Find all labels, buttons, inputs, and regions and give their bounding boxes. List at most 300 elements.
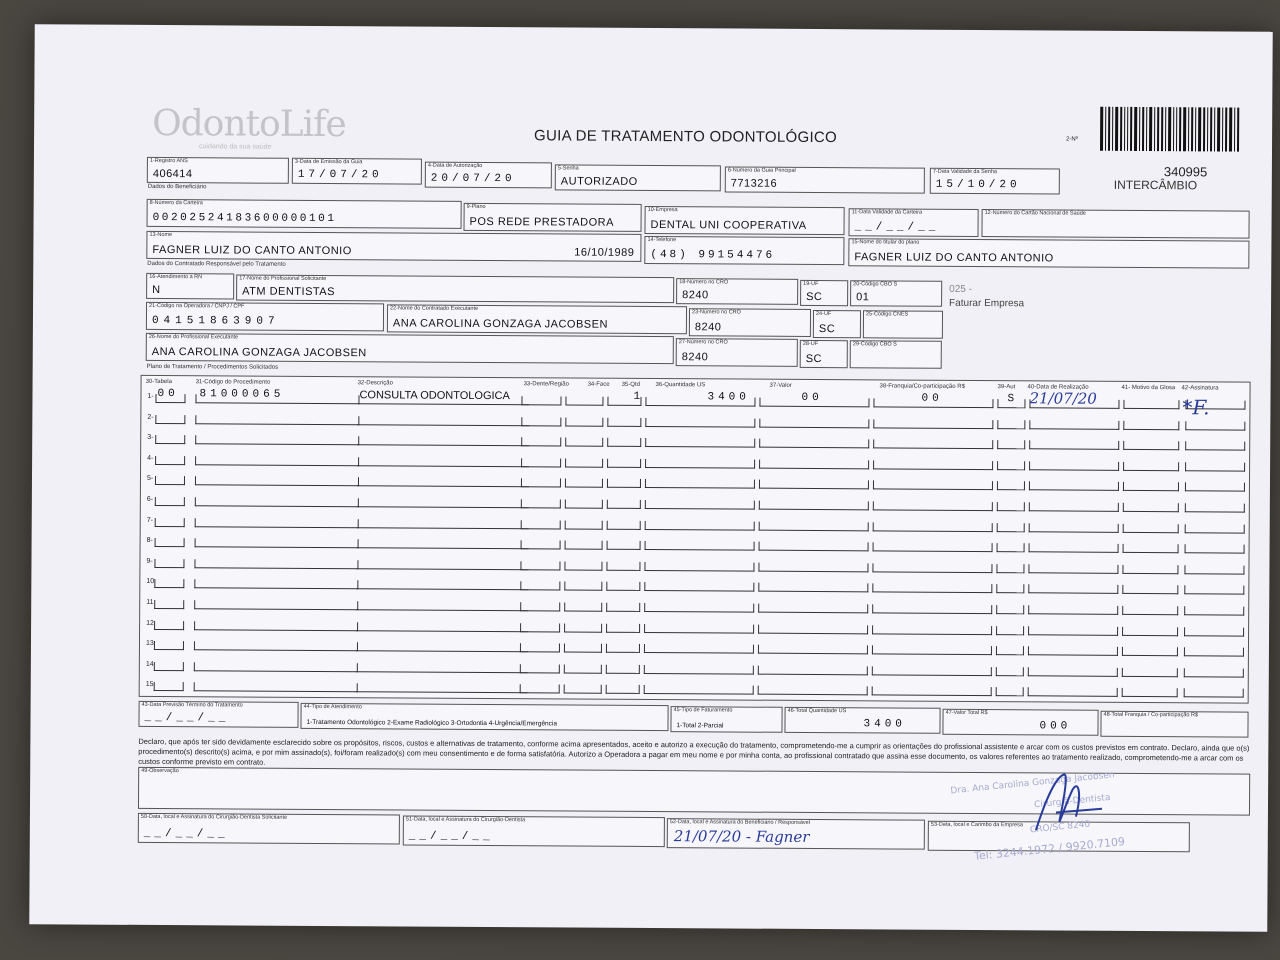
- cell-tabela: 00: [157, 387, 179, 401]
- cell-box: [154, 600, 184, 609]
- cell-box: [1123, 420, 1179, 429]
- cell-box: [645, 438, 755, 448]
- intercambio-label: INTERCÂMBIO: [1113, 177, 1198, 193]
- cell-box: [1185, 503, 1245, 512]
- barcode-bar: [1157, 107, 1159, 151]
- cell-box: [194, 580, 358, 590]
- hdr-valor: 37-Valor: [769, 382, 792, 389]
- barcode-bar: [1120, 107, 1122, 151]
- cell-box: [195, 538, 359, 548]
- cell-box: [1185, 524, 1245, 533]
- cell-box: [873, 419, 993, 429]
- cell-box: [1122, 606, 1178, 615]
- field-assinatura-dentista: 51-Data, local e Assinatura do Cirurgião-Dentista __/__/__: [403, 815, 665, 847]
- cell-box: [195, 415, 359, 425]
- row-number: 8-: [146, 537, 153, 545]
- cell-box: [644, 685, 754, 695]
- cell-box: [521, 499, 561, 508]
- row-number: 12: [146, 619, 154, 627]
- cell-box: [758, 604, 868, 614]
- field-carimbo-empresa: 53-Data, local e Carimbo da Empresa: [928, 821, 1190, 853]
- cell-box: [194, 600, 358, 610]
- cell-box: [1028, 626, 1118, 636]
- cell-box: [154, 682, 184, 691]
- description-line: [356, 642, 528, 652]
- cell-box: [1122, 565, 1178, 574]
- cell-box: [195, 477, 359, 487]
- cell-box: [606, 582, 640, 591]
- field-telefone: 14-Telefone (48) 99154476: [644, 236, 844, 265]
- row-number: 2-: [147, 413, 154, 421]
- cell-box: [607, 520, 641, 529]
- cell-box: [873, 481, 993, 491]
- cell-box: [872, 646, 992, 656]
- cell-box: [759, 542, 869, 552]
- cell-box: [996, 605, 1024, 614]
- form-title: GUIA DE TRATAMENTO ODONTOLÓGICO: [534, 127, 838, 147]
- field-plano: 9-Plano POS REDE PRESTADORA: [464, 203, 642, 232]
- hdr-glosa: 41- Motivo da Glosa: [1121, 384, 1176, 392]
- cell-descricao: CONSULTA ODONTOLOGICA: [359, 389, 510, 403]
- dentist-signature-icon: [1016, 768, 1106, 839]
- cell-box: [1184, 647, 1244, 656]
- cell-box: [758, 665, 868, 675]
- cell-box: [1028, 667, 1118, 677]
- cell-box: [996, 646, 1024, 655]
- stamp-cro: CRO/SC 8240: [1029, 819, 1091, 836]
- cell-box: [194, 683, 358, 693]
- barcode-bar: [1183, 107, 1186, 151]
- cell-box: [607, 541, 641, 550]
- cell-box: [154, 559, 184, 568]
- cell-box: [565, 417, 603, 426]
- cell-box: [1185, 441, 1245, 450]
- cell-box: [521, 540, 561, 549]
- cell-box: [154, 662, 184, 671]
- row-number: 6-: [146, 495, 154, 503]
- cell-box: [521, 479, 561, 488]
- cell-box: [1028, 605, 1118, 615]
- field-total-franquia: 48-Total Franquia / Co-participação R$: [1100, 711, 1248, 738]
- cell-box: [758, 686, 868, 696]
- barcode-bar: [1210, 107, 1212, 151]
- cell-box: [1123, 544, 1179, 553]
- cell-box: [873, 543, 993, 553]
- cell-box: [564, 685, 602, 694]
- cell-box: [606, 665, 640, 674]
- cell-box: [1029, 502, 1119, 512]
- cell-box: [521, 396, 561, 405]
- description-line: [357, 498, 529, 508]
- note-025: 025 -: [949, 283, 972, 295]
- barcode-bar: [1198, 107, 1201, 151]
- description-line: [357, 478, 529, 488]
- row-number: 14: [145, 660, 154, 668]
- cell-box: [997, 543, 1025, 552]
- barcode-bar: [1127, 107, 1128, 151]
- field-cnes: 25-Código CNES: [863, 310, 943, 338]
- cell-qtd: 1: [633, 390, 645, 403]
- cell-box: [1028, 585, 1118, 595]
- cell-box: [1122, 668, 1178, 677]
- cell-box: [521, 417, 561, 426]
- cell-box: [1123, 482, 1179, 491]
- cell-box: [195, 497, 359, 507]
- field-data-autorizacao: 4-Data de Autorização 20/07/20: [425, 162, 552, 189]
- barcode-bar: [1134, 107, 1137, 151]
- hdr-face: 34-Face: [587, 381, 610, 388]
- hdr-assinatura: 42-Assinatura: [1181, 385, 1219, 392]
- cell-box: [997, 461, 1025, 470]
- field-cro-profissional: 27-Número no CRO 8240: [676, 338, 798, 367]
- cell-box: [520, 602, 560, 611]
- description-line: [356, 601, 528, 611]
- cell-box: [520, 664, 560, 673]
- barcode-bar: [1105, 107, 1106, 151]
- row-number: 10: [146, 578, 155, 586]
- cell-box: [1123, 523, 1179, 532]
- barcode-bar: [1225, 108, 1227, 152]
- barcode-bar: [1214, 107, 1215, 151]
- barcode-bar: [1161, 107, 1163, 151]
- cell-box: [521, 437, 561, 446]
- field-registro-ans: 1-Registro ANS 406414: [147, 157, 289, 184]
- cell-box: [644, 582, 754, 592]
- cell-box: [1184, 606, 1244, 615]
- guide-form: [29, 24, 1272, 932]
- cell-box: [996, 626, 1024, 635]
- beneficiary-signature: 21/07/20 - Fagner: [673, 827, 810, 846]
- cell-box: [606, 685, 640, 694]
- cell-box: [996, 564, 1024, 573]
- barcode-bar: [1146, 107, 1147, 151]
- cell-box: [645, 521, 755, 531]
- cell-box: [997, 502, 1025, 511]
- cell-box: [758, 562, 868, 572]
- cell-box: [645, 500, 755, 510]
- cell-aut: S: [1007, 393, 1019, 406]
- cell-box: [1123, 441, 1179, 450]
- cell-box: [872, 687, 992, 697]
- barcode-bar: [1234, 108, 1235, 152]
- row-number: 4-: [147, 454, 154, 462]
- barcode-bar: [1179, 107, 1181, 151]
- barcode-bar: [1154, 107, 1155, 151]
- cell-box: [644, 624, 754, 634]
- row-number: 5-: [146, 475, 154, 483]
- cell-box: [565, 438, 603, 447]
- hdr-codigo: 31-Código do Procedimento: [195, 379, 271, 386]
- cell-box: [520, 561, 560, 570]
- cell-box: [1029, 440, 1119, 450]
- hdr-qtd: 35-Qtd: [621, 381, 640, 388]
- hdr-dente: 33-Dente/Região: [523, 381, 569, 388]
- cell-box: [194, 621, 358, 631]
- row-number: 15: [145, 681, 154, 689]
- cell-box: [521, 520, 561, 529]
- field-data-emissao: 3-Data de Emissão da Guia 17/07/20: [292, 158, 422, 185]
- cell-box: [155, 435, 185, 444]
- description-line: [357, 539, 529, 549]
- cell-box: [758, 624, 868, 634]
- field-uf-profissional: 28-UF SC: [800, 340, 848, 368]
- cell-qtd-us: 3400: [707, 391, 750, 404]
- cell-box: [997, 440, 1025, 449]
- cell-box: [564, 582, 602, 591]
- cell-box: [155, 476, 185, 485]
- field-uf-executante: 24-UF SC: [813, 310, 861, 338]
- description-line: [357, 416, 529, 426]
- cell-box: [565, 541, 603, 550]
- description-line: [356, 560, 528, 570]
- field-empresa: 10-Empresa DENTAL UNI COOPERATIVA: [644, 206, 844, 235]
- row-signature-annotation: *F.: [1182, 395, 1210, 420]
- field-cbo-solicitante: 20-Código CBO S 01: [850, 280, 942, 307]
- odontolife-logo: OdontoLife: [152, 102, 346, 146]
- barcode-bar: [1115, 107, 1118, 151]
- barcode-bar: [1124, 107, 1125, 151]
- cell-box: [607, 479, 641, 488]
- cell-box: [606, 623, 640, 632]
- cell-box: [195, 518, 359, 528]
- barcode-bar: [1237, 108, 1239, 152]
- cell-box: [520, 685, 560, 694]
- cell-box: [520, 643, 560, 652]
- cell-box: [759, 418, 869, 428]
- cell-box: [520, 623, 560, 632]
- cell-box: [645, 459, 755, 469]
- cell-box: [1185, 544, 1245, 553]
- barcode-bar: [1217, 107, 1220, 151]
- cell-box: [565, 396, 603, 405]
- barcode-bar: [1176, 107, 1177, 151]
- row-number: 3-: [147, 434, 154, 442]
- field-guia-principal: 6-Número da Guia Principal 7713216: [725, 166, 925, 193]
- cell-box: [1122, 585, 1178, 594]
- field-senha: 5-Senha AUTORIZADO: [555, 164, 721, 191]
- barcode-bar: [1229, 108, 1232, 152]
- barcode-bar: [1191, 107, 1193, 151]
- cell-box: [1123, 400, 1179, 409]
- description-line: [356, 581, 528, 591]
- cell-codigo: 81000065: [199, 388, 285, 401]
- hdr-aut: 39-Aut: [997, 384, 1016, 391]
- cell-box: [155, 456, 185, 465]
- field-codigo-operadora: 21-Código na Operadora / CNPJ / CPF 04151863907: [146, 302, 384, 331]
- cell-box: [1184, 627, 1244, 636]
- field-cbo-profissional: 29-Código CBO S: [850, 340, 942, 369]
- cell-box: [155, 497, 185, 506]
- barcode-bar: [1108, 107, 1110, 151]
- cell-box: [607, 459, 641, 468]
- cell-box: [873, 440, 993, 450]
- field-atendimento-rn: 16-Atendimento a RN N: [146, 273, 234, 300]
- barcode-bar: [1168, 107, 1171, 151]
- hdr-data: 40-Data de Realização: [1027, 384, 1089, 391]
- cell-box: [1122, 626, 1178, 635]
- description-line: [356, 663, 528, 673]
- cell-box: [564, 561, 602, 570]
- cell-box: [195, 435, 359, 445]
- cell-box: [645, 418, 755, 428]
- row-number: 9-: [146, 557, 153, 565]
- field-tipo-faturamento: 45-Tipo de Faturamento 1-Total 2-Parcial: [670, 706, 782, 733]
- cell-box: [1122, 647, 1178, 656]
- hdr-descricao: 32-Descrição: [357, 380, 393, 387]
- field-carteira: 8-Número da Carteira 00202524183600000101: [147, 199, 462, 229]
- cell-box: [1185, 421, 1245, 430]
- field-valor-total: 47-Valor Total R$ 000: [942, 709, 1098, 736]
- cell-box: [873, 460, 993, 470]
- barcode-bar: [1188, 107, 1189, 151]
- cell-box: [645, 479, 755, 489]
- stamp-name: Dra. Ana Carolina Gonzaga Jacobsen: [950, 770, 1116, 797]
- cell-box: [872, 584, 992, 594]
- barcode-bar: [1139, 107, 1140, 151]
- cell-box: [759, 439, 869, 449]
- field-validade-senha: 7-Data Validade da Senha 15/10/20: [930, 168, 1060, 195]
- cell-box: [996, 688, 1024, 697]
- field-profissional-solicitante: 17-Nome do Profissional Solicitante ATM DENTISTAS: [236, 274, 674, 303]
- barcode-bar: [1165, 107, 1166, 151]
- cell-box: [521, 458, 561, 467]
- cell-box: [873, 501, 993, 511]
- hdr-qtd-us: 36-Quantidade US: [655, 382, 706, 389]
- cell-box: [759, 480, 869, 490]
- cell-box: [644, 562, 754, 572]
- cell-box: [155, 415, 185, 424]
- field-previsao-termino: 43-Data Previsão Término do Tratamento __/__/__: [138, 701, 298, 728]
- field-cro-executante: 23-Número no CRO 8240: [689, 308, 811, 337]
- cell-valor: 00: [801, 391, 823, 405]
- cell-box: [565, 458, 603, 467]
- barcode-bar: [1203, 107, 1205, 151]
- cell-box: [564, 602, 602, 611]
- cell-box: [194, 641, 358, 651]
- cell-box: [606, 562, 640, 571]
- description-line: [356, 622, 528, 632]
- field-cro-solicitante: 18-Número no CRO 8240: [676, 278, 798, 305]
- cell-box: [996, 667, 1024, 676]
- cell-box: [997, 420, 1025, 429]
- field-uf-solicitante: 19-UF SC: [800, 280, 848, 306]
- cell-box: [1122, 688, 1178, 697]
- cell-box: [1029, 420, 1119, 430]
- number-label: 2-Nº: [1066, 136, 1078, 143]
- cell-box: [644, 644, 754, 654]
- cell-box: [872, 563, 992, 573]
- cell-box: [1029, 461, 1119, 471]
- barcode-bar: [1149, 107, 1152, 151]
- cell-box: [759, 459, 869, 469]
- cell-box: [154, 579, 184, 588]
- cell-box: [759, 501, 869, 511]
- logo-tagline: cuidando da sua saúde: [198, 143, 272, 151]
- cell-box: [564, 623, 602, 632]
- description-line: [357, 457, 529, 467]
- note-faturar-empresa: Faturar Empresa: [949, 297, 1025, 310]
- cell-box: [564, 644, 602, 653]
- field-assinatura-solicitante: 50-Data, local e Assinatura do Cirurgião-Dentista Solicitante __/__/__: [138, 813, 400, 845]
- field-total-qtd-us: 46-Total Quantidade US 3400: [784, 707, 940, 734]
- cell-box: [1184, 586, 1244, 595]
- cell-box: [1029, 543, 1119, 553]
- cell-box: [872, 604, 992, 614]
- row-number: 11: [146, 598, 154, 606]
- field-contratado-executante: 22-Nome do Contratado Executante ANA CAROLINA GONZAGA JACOBSEN: [387, 304, 687, 334]
- barcode-bar: [1195, 107, 1196, 151]
- cell-box: [606, 603, 640, 612]
- declaration-text: Declaro, que após ter sido devidamente esclarecido sobre os propósitos, riscos, custos e alternativas de tratamento, conforme acima apresentados, aceito e autorizo a execução do tratamento, comprometendo-me a cumprir as orientações do profissional assistente e arcar com os custos previstos em contrato. Declaro, ainda que o(s) procedimento(s) descrito(s) acima, e por mim assinado(s), foi/foram realizado(s) com meu consentimento e de forma satisfatória. Autorizo a Operadora a pagar em meu nome e por minha conta, ao profissional contratado que assina esse documento, os valores referentes ao tratamento realizado, comprometendo-me a arcar com os custos conforme previsto em contrato.: [138, 736, 1250, 767]
- cell-box: [1029, 482, 1119, 492]
- barcode-bar: [1173, 107, 1174, 151]
- cell-box: [607, 417, 641, 426]
- barcode-bar: [1100, 107, 1103, 151]
- description-line: [357, 436, 529, 446]
- cell-box: [645, 541, 755, 551]
- field-nome: 13-Nome FAGNER LUIZ DO CANTO ANTONIO 16/10/1989: [146, 231, 641, 262]
- cell-box: [644, 603, 754, 613]
- field-cartao-nacional: 12-Número do Cartão Nacional de Saúde: [981, 209, 1249, 239]
- hdr-tabela: 30-Tabela: [145, 378, 172, 386]
- cell-box: [1028, 688, 1118, 698]
- cell-box: [872, 625, 992, 635]
- birth-date: 16/10/1989: [574, 246, 635, 259]
- cell-franquia: 00: [921, 392, 943, 405]
- cell-box: [1184, 565, 1244, 574]
- row-number: 13: [145, 640, 154, 648]
- cell-box: [1185, 483, 1245, 492]
- cell-box: [1028, 564, 1118, 574]
- procedures-grid: [139, 375, 1251, 704]
- field-assinatura-beneficiario: 52-Data, local e Assinatura do Beneficiário / Responsável 21/07/20 - Fagner: [667, 818, 925, 850]
- cell-box: [154, 621, 184, 630]
- field-titular: 15-Nome do titular do plano FAGNER LUIZ DO CANTO ANTONIO: [848, 238, 1249, 268]
- guide-number: 340995: [1163, 164, 1208, 180]
- cell-box: [758, 583, 868, 593]
- barcode-bar: [1222, 107, 1223, 151]
- cell-box: [607, 438, 641, 447]
- stamp-phone: Tel: 3244.1972 / 9920.7109: [973, 835, 1126, 863]
- cell-box: [195, 456, 359, 466]
- cell-box: [520, 582, 560, 591]
- cell-box: [564, 664, 602, 673]
- section-contratado: Dados do Contratado Responsável pelo Tratamento: [147, 260, 286, 268]
- description-line: [356, 684, 528, 694]
- cell-box: [1185, 462, 1245, 471]
- cell-box: [565, 479, 603, 488]
- field-profissional-executante: 26-Nome do Profissional Executante ANA CAROLINA GONZAGA JACOBSEN: [146, 333, 674, 364]
- cell-box: [155, 518, 185, 527]
- cell-box: [194, 662, 358, 672]
- cell-box: [1029, 523, 1119, 533]
- cell-box: [1184, 668, 1244, 677]
- field-tipo-atendimento: 44-Tipo de Atendimento 1-Tratamento Odontológico 2-Exame Radiológico 3-Ortodontia 4-Urgência/Emergência: [300, 703, 668, 731]
- barcode-bar: [1142, 107, 1144, 151]
- cell-box: [759, 521, 869, 531]
- section-beneficiario: Dados do Beneficiário: [147, 183, 207, 191]
- cell-box: [997, 482, 1025, 491]
- cell-box: [996, 585, 1024, 594]
- hdr-franquia: 38-Franquia/Co-participação R$: [879, 383, 965, 390]
- cell-box: [997, 523, 1025, 532]
- cell-box: [1123, 503, 1179, 512]
- cell-box: [1028, 646, 1118, 656]
- cell-box: [873, 522, 993, 532]
- cell-box: [607, 500, 641, 509]
- cell-box: [872, 666, 992, 676]
- cell-box: [155, 538, 185, 547]
